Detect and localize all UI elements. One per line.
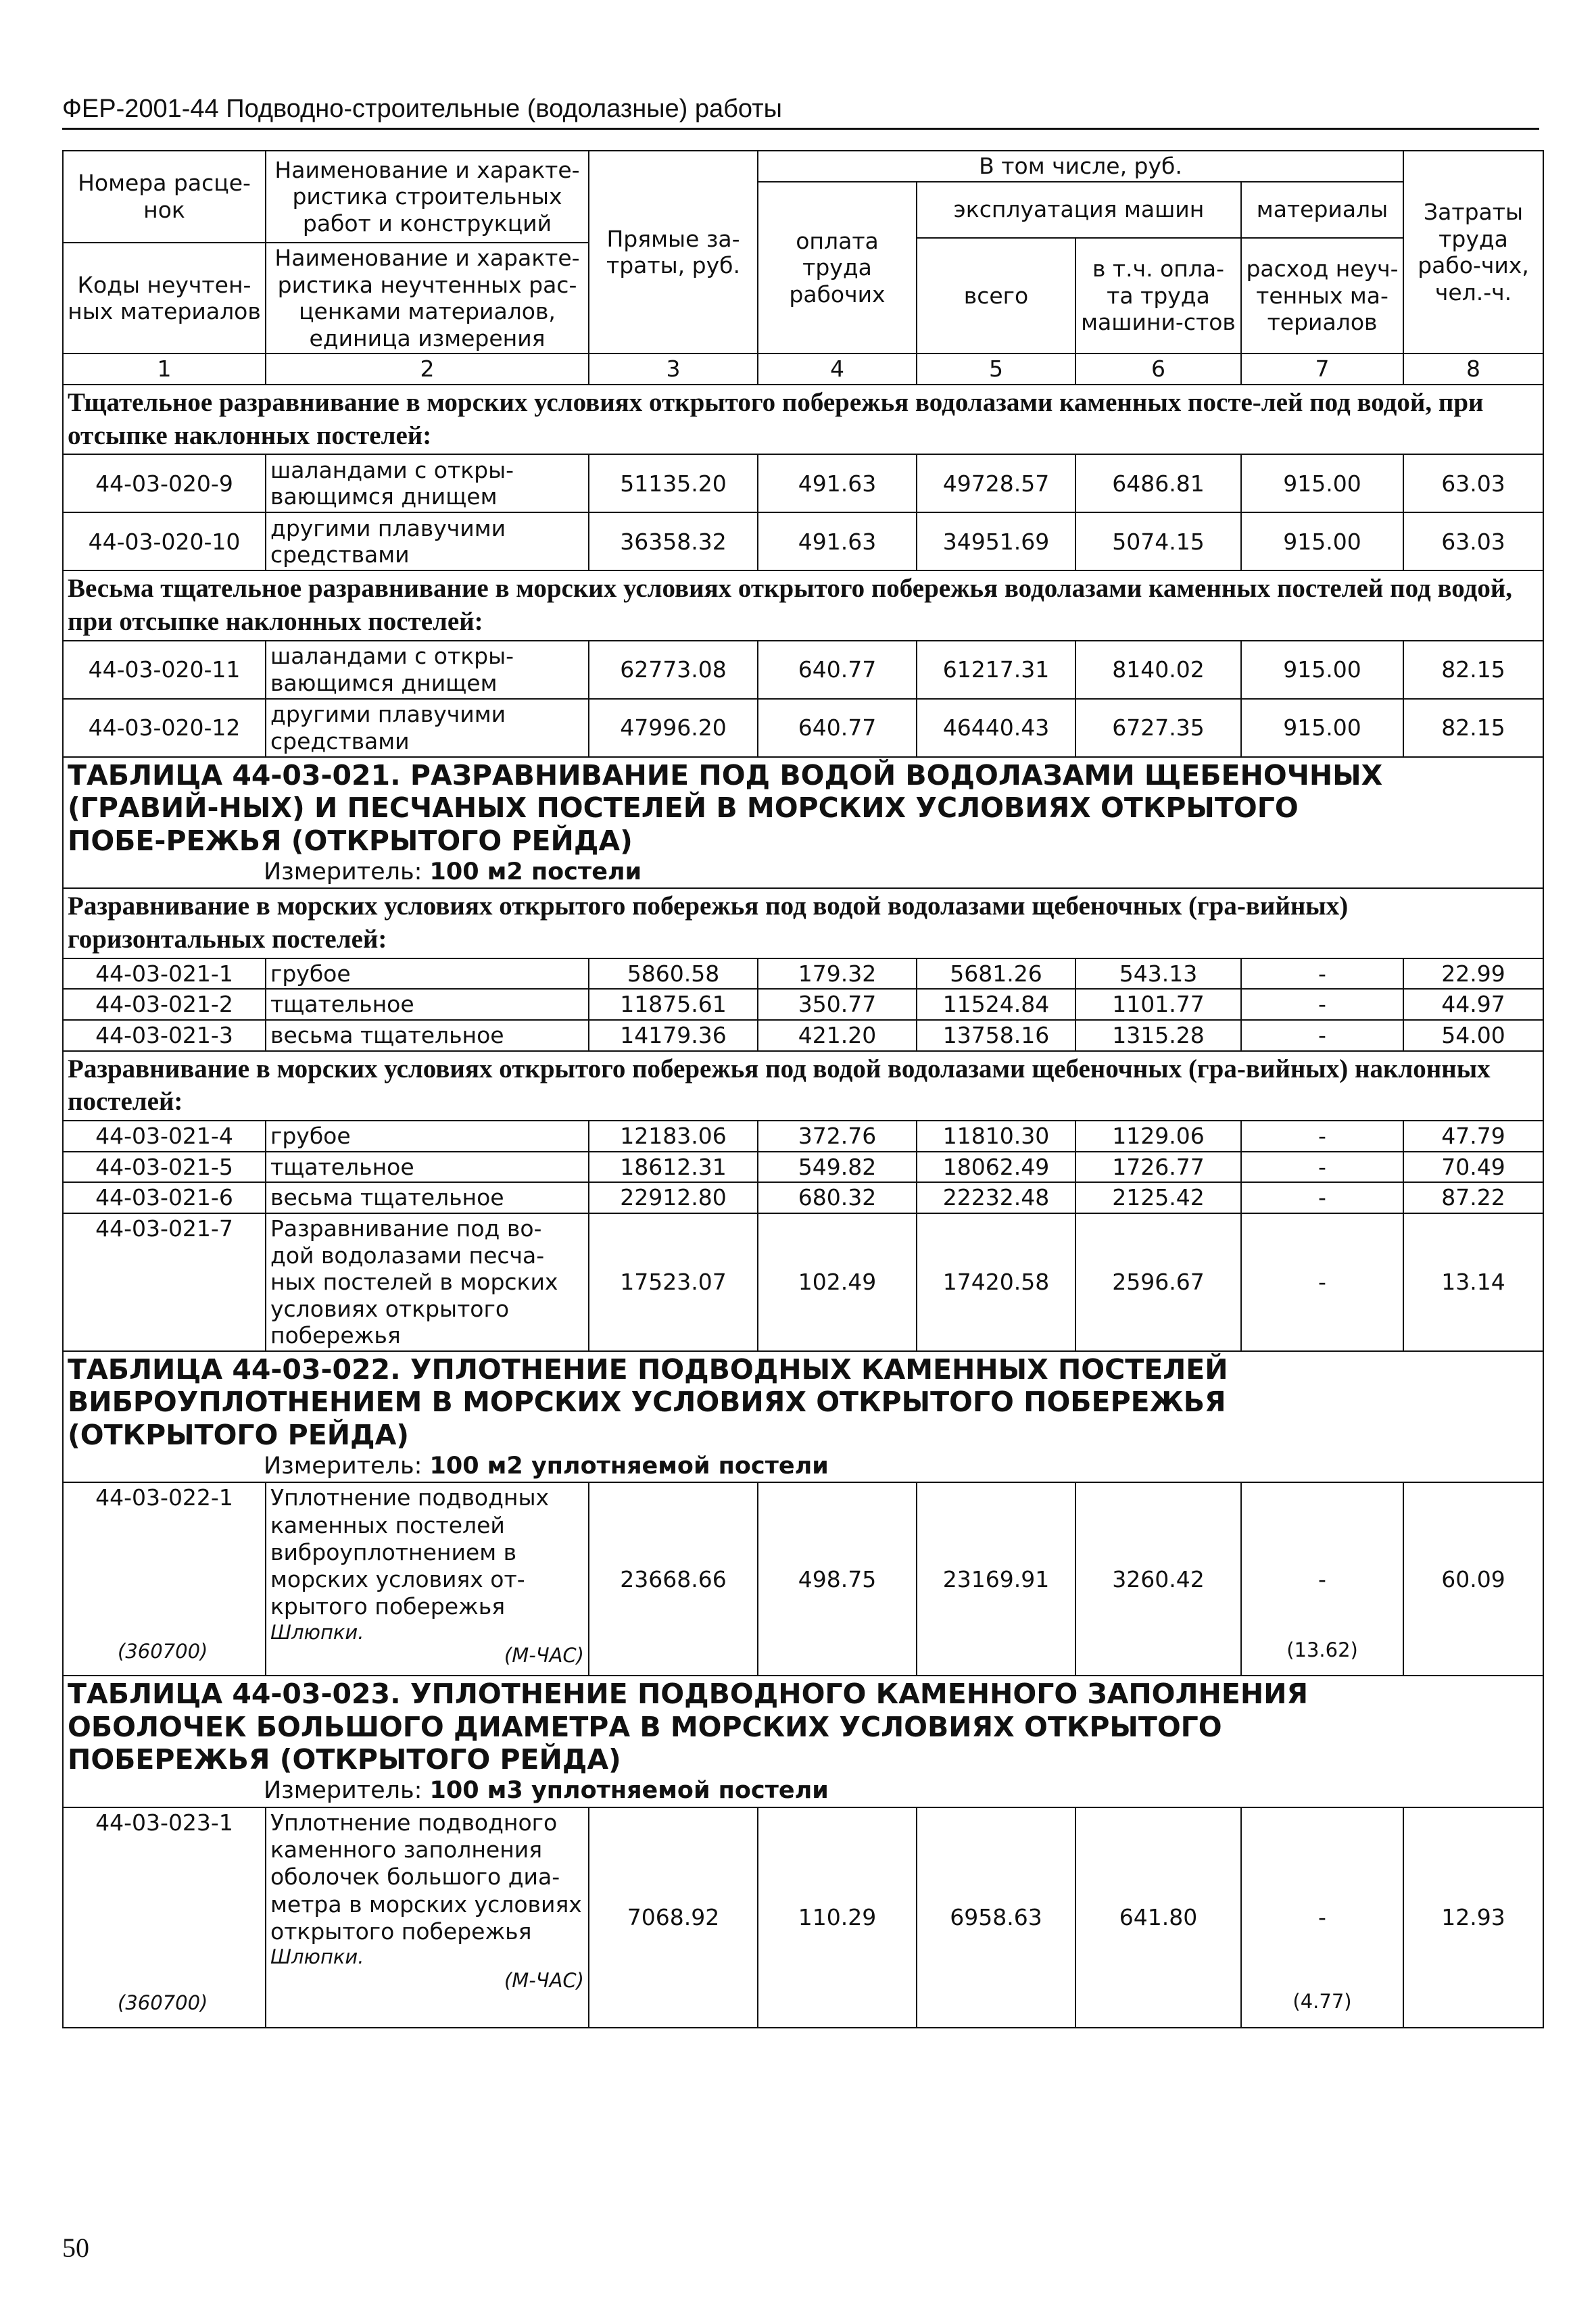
table-row — [63, 1482, 1543, 1676]
measure-value: 100 м3 уплотняемой постели — [429, 1777, 829, 1805]
section-heading: Разравнивание в морских условиях открытого побережья под водой водолазами щебеночных (гра-вийных) наклонных постелей: — [63, 1051, 1543, 1121]
col-number: 6 — [1075, 354, 1241, 385]
col-number: 1 — [63, 354, 266, 385]
materials: - — [1318, 1903, 1326, 1930]
machines-total: 34951.69 — [917, 512, 1075, 570]
section-heading: Разравнивание в морских условиях открытого побережья под водой водолазами щебеночных (гра-вийных) горизонтальных постелей: — [63, 888, 1543, 958]
labor-hours: 63.03 — [1403, 512, 1543, 570]
rate-code: 44-03-021-5 — [63, 1152, 266, 1183]
section-heading: Весьма тщательное разравнивание в морских условиях открытого побережья водолазами каменных постелей под водой, при отсыпке наклонных постелей: — [63, 570, 1543, 641]
direct-costs: 51135.20 — [589, 454, 758, 512]
col-header-machines: эксплуатация машин — [917, 182, 1241, 238]
measure-value: 100 м2 постели — [429, 858, 642, 886]
col-number: 8 — [1403, 354, 1543, 385]
machines-wages: 1129.06 — [1075, 1121, 1241, 1152]
materials: 915.00 — [1241, 454, 1403, 512]
workers-wages: 491.63 — [758, 454, 917, 512]
rate-code: 44-03-020-12 — [63, 699, 266, 757]
materials: - — [1241, 1152, 1403, 1183]
table-title: ТАБЛИЦА 44-03-023. УПЛОТНЕНИЕ ПОДВОДНОГО КАМЕННОГО ЗАПОЛНЕНИЯ ОБОЛОЧЕК БОЛЬШОГО ДИАМЕТРА В МОРСКИХ УСЛОВИЯХ ОТКРЫТОГО ПОБЕРЕЖЬЯ (ОТКРЫТОГО РЕЙДА) — [68, 1678, 1309, 1776]
col-header-incl: В том числе, руб. — [758, 151, 1403, 182]
machines-wages: 2125.42 — [1075, 1182, 1241, 1213]
machines-wages: 1101.77 — [1075, 989, 1241, 1020]
table-row — [63, 1807, 1543, 2028]
table-row — [63, 1020, 1543, 1051]
table-title-row — [63, 1351, 1543, 1482]
work-name: тщательное — [266, 989, 589, 1020]
direct-costs: 62773.08 — [589, 641, 758, 699]
workers-wages: 498.75 — [758, 1482, 917, 1676]
machines-wages: 5074.15 — [1075, 512, 1241, 570]
machines-wages: 6727.35 — [1075, 699, 1241, 757]
labor-hours: 44.97 — [1403, 989, 1543, 1020]
machines-wages: 3260.42 — [1075, 1482, 1241, 1676]
materials: - — [1241, 989, 1403, 1020]
direct-costs: 7068.92 — [589, 1807, 758, 2028]
labor-hours: 22.99 — [1403, 958, 1543, 990]
work-name: Уплотнение подводных каменных постелей виброуплотнением в морских условиях от-крытого побережья — [270, 1484, 550, 1620]
section-heading-row — [63, 1051, 1543, 1121]
workers-wages: 491.63 — [758, 512, 917, 570]
col-header-direct: Прямые за-траты, руб. — [589, 151, 758, 354]
table-row — [63, 958, 1543, 990]
materials: - — [1318, 1565, 1326, 1592]
machines-wages: 543.13 — [1075, 958, 1241, 990]
running-header: ФЕР-2001-44 Подводно-строительные (водолазные) работы — [62, 95, 1539, 130]
rate-code: 44-03-021-7 — [63, 1213, 266, 1351]
workers-wages: 640.77 — [758, 699, 917, 757]
col-header-materials: материалы — [1241, 182, 1403, 238]
table-row — [63, 641, 1543, 699]
labor-hours: 54.00 — [1403, 1020, 1543, 1051]
machines-total: 23169.91 — [917, 1482, 1075, 1676]
material-name: Шлюпки. — [270, 1620, 364, 1644]
rate-code: 44-03-022-1 — [95, 1484, 233, 1511]
labor-hours: 12.93 — [1403, 1807, 1543, 2028]
material-code: (360700) — [118, 1991, 208, 2014]
section-heading-row — [63, 570, 1543, 641]
workers-wages: 549.82 — [758, 1152, 917, 1183]
material-unit: (М-ЧАС) — [504, 1644, 584, 1667]
material-name: Шлюпки. — [270, 1945, 364, 1969]
rate-code: 44-03-021-2 — [63, 989, 266, 1020]
machines-total: 49728.57 — [917, 454, 1075, 512]
machines-total: 61217.31 — [917, 641, 1075, 699]
section-heading-row — [63, 385, 1543, 455]
table-row — [63, 512, 1543, 570]
labor-hours: 82.15 — [1403, 699, 1543, 757]
materials: - — [1241, 1182, 1403, 1213]
machines-wages: 1315.28 — [1075, 1020, 1241, 1051]
material-quantity: (13.62) — [1286, 1638, 1358, 1661]
direct-costs: 23668.66 — [589, 1482, 758, 1676]
measure-label: Измеритель: — [264, 1453, 422, 1480]
table-title-row — [63, 1676, 1543, 1807]
direct-costs: 47996.20 — [589, 699, 758, 757]
measure-line — [68, 1453, 1539, 1480]
table-row — [63, 454, 1543, 512]
materials: - — [1241, 1020, 1403, 1051]
rate-code: 44-03-021-1 — [63, 958, 266, 990]
measure-line — [68, 858, 1539, 886]
labor-hours: 63.03 — [1403, 454, 1543, 512]
materials: 915.00 — [1241, 512, 1403, 570]
labor-hours: 60.09 — [1403, 1482, 1543, 1676]
col-number: 7 — [1241, 354, 1403, 385]
rate-code: 44-03-020-10 — [63, 512, 266, 570]
col-number: 3 — [589, 354, 758, 385]
work-name: весьма тщательное — [266, 1020, 589, 1051]
table-title: ТАБЛИЦА 44-03-021. РАЗРАВНИВАНИЕ ПОД ВОДОЙ ВОДОЛАЗАМИ ЩЕБЕНОЧНЫХ (ГРАВИЙ-НЫХ) И ПЕСЧАНЫХ ПОСТЕЛЕЙ В МОРСКИХ УСЛОВИЯХ ОТКРЫТОГО ПОБЕ-РЕЖЬЯ (ОТКРЫТОГО РЕЙДА) — [68, 758, 1383, 857]
labor-hours: 70.49 — [1403, 1152, 1543, 1183]
measure-label: Измеритель: — [264, 858, 422, 886]
materials: - — [1241, 1121, 1403, 1152]
material-unit: (М-ЧАС) — [504, 1968, 584, 1992]
workers-wages: 350.77 — [758, 989, 917, 1020]
section-heading: Тщательное разравнивание в морских условиях открытого побережья водолазами каменных посте-лей под водой, при отсыпке наклонных постелей: — [63, 385, 1543, 455]
table-row — [63, 989, 1543, 1020]
measure-label: Измеритель: — [264, 1777, 422, 1805]
machines-total: 11524.84 — [917, 989, 1075, 1020]
workers-wages: 110.29 — [758, 1807, 917, 2028]
direct-costs: 22912.80 — [589, 1182, 758, 1213]
col-header-rates: Номера расце-нок — [63, 151, 266, 243]
direct-costs: 11875.61 — [589, 989, 758, 1020]
materials: 915.00 — [1241, 699, 1403, 757]
labor-hours: 13.14 — [1403, 1213, 1543, 1351]
rate-code: 44-03-023-1 — [95, 1809, 233, 1836]
direct-costs: 18612.31 — [589, 1152, 758, 1183]
workers-wages: 421.20 — [758, 1020, 917, 1051]
machines-total: 5681.26 — [917, 958, 1075, 990]
direct-costs: 12183.06 — [589, 1121, 758, 1152]
col-header-name-work: Наименование и характе-ристика строительных работ и конструкций — [266, 151, 589, 243]
work-name: грубое — [266, 1121, 589, 1152]
work-name: другими плавучими средствами — [266, 699, 589, 757]
work-name: тщательное — [266, 1152, 589, 1183]
page-number: 50 — [62, 2233, 89, 2263]
header-row-1 — [63, 151, 1543, 182]
labor-hours: 47.79 — [1403, 1121, 1543, 1152]
table-title-row — [63, 757, 1543, 888]
table-row — [63, 699, 1543, 757]
labor-hours: 82.15 — [1403, 641, 1543, 699]
rate-code: 44-03-021-6 — [63, 1182, 266, 1213]
machines-total: 11810.30 — [917, 1121, 1075, 1152]
table-row — [63, 1121, 1543, 1152]
machines-total: 13758.16 — [917, 1020, 1075, 1051]
col-header-name-mat: Наименование и характе-ристика неучтенных рас-ценками материалов, единица измерения — [266, 243, 589, 354]
table-row — [63, 1182, 1543, 1213]
machines-wages: 641.80 — [1075, 1807, 1241, 2028]
table-row — [63, 1152, 1543, 1183]
measure-line — [68, 1777, 1539, 1805]
col-header-machines-total: всего — [917, 238, 1075, 354]
rate-code: 44-03-020-9 — [63, 454, 266, 512]
work-name: другими плавучими средствами — [266, 512, 589, 570]
col-header-machines-wages: в т.ч. опла-та труда машини-стов — [1075, 238, 1241, 354]
materials: - — [1241, 1213, 1403, 1351]
table-row — [63, 1213, 1543, 1351]
machines-total: 6958.63 — [917, 1807, 1075, 2028]
machines-total: 18062.49 — [917, 1152, 1075, 1183]
direct-costs: 5860.58 — [589, 958, 758, 990]
rates-table — [62, 150, 1544, 2028]
direct-costs: 14179.36 — [589, 1020, 758, 1051]
column-numbers-row — [63, 354, 1543, 385]
machines-wages: 2596.67 — [1075, 1213, 1241, 1351]
section-heading-row — [63, 888, 1543, 958]
labor-hours: 87.22 — [1403, 1182, 1543, 1213]
work-name: весьма тщательное — [266, 1182, 589, 1213]
material-code: (360700) — [118, 1639, 208, 1663]
work-name: шаландами с откры-вающимся днищем — [266, 454, 589, 512]
materials: 915.00 — [1241, 641, 1403, 699]
col-number: 5 — [917, 354, 1075, 385]
machines-total: 22232.48 — [917, 1182, 1075, 1213]
direct-costs: 36358.32 — [589, 512, 758, 570]
material-quantity: (4.77) — [1292, 1989, 1352, 2013]
machines-wages: 6486.81 — [1075, 454, 1241, 512]
col-header-materials-sub: расход неуч-тенных ма-териалов — [1241, 238, 1403, 354]
machines-total: 17420.58 — [917, 1213, 1075, 1351]
work-name: грубое — [266, 958, 589, 990]
col-number: 2 — [266, 354, 589, 385]
col-header-labor: Затраты труда рабо-чих, чел.-ч. — [1403, 151, 1543, 354]
table-title: ТАБЛИЦА 44-03-022. УПЛОТНЕНИЕ ПОДВОДНЫХ КАМЕННЫХ ПОСТЕЛЕЙ ВИБРОУПЛОТНЕНИЕМ В МОРСКИХ УСЛОВИЯХ ОТКРЫТОГО ПОБЕРЕЖЬЯ (ОТКРЫТОГО РЕЙДА) — [68, 1353, 1228, 1451]
col-header-wages: оплата труда рабочих — [758, 182, 917, 354]
direct-costs: 17523.07 — [589, 1213, 758, 1351]
workers-wages: 179.32 — [758, 958, 917, 990]
workers-wages: 102.49 — [758, 1213, 917, 1351]
machines-wages: 8140.02 — [1075, 641, 1241, 699]
workers-wages: 680.32 — [758, 1182, 917, 1213]
work-name: шаландами с откры-вающимся днищем — [266, 641, 589, 699]
rate-code: 44-03-021-4 — [63, 1121, 266, 1152]
rate-code: 44-03-021-3 — [63, 1020, 266, 1051]
materials: - — [1241, 958, 1403, 990]
rate-code: 44-03-020-11 — [63, 641, 266, 699]
machines-wages: 1726.77 — [1075, 1152, 1241, 1183]
workers-wages: 372.76 — [758, 1121, 917, 1152]
work-name: Уплотнение подводного каменного заполнения оболочек большого диа-метра в морских условиях открытого побережья — [270, 1809, 582, 1945]
machines-total: 46440.43 — [917, 699, 1075, 757]
workers-wages: 640.77 — [758, 641, 917, 699]
measure-value: 100 м2 уплотняемой постели — [429, 1453, 829, 1480]
col-number: 4 — [758, 354, 917, 385]
work-name: Разравнивание под во-дой водолазами песча-ных постелей в морских условиях открытого побережья — [266, 1213, 589, 1351]
col-header-codes: Коды неучтен-ных материалов — [63, 243, 266, 354]
